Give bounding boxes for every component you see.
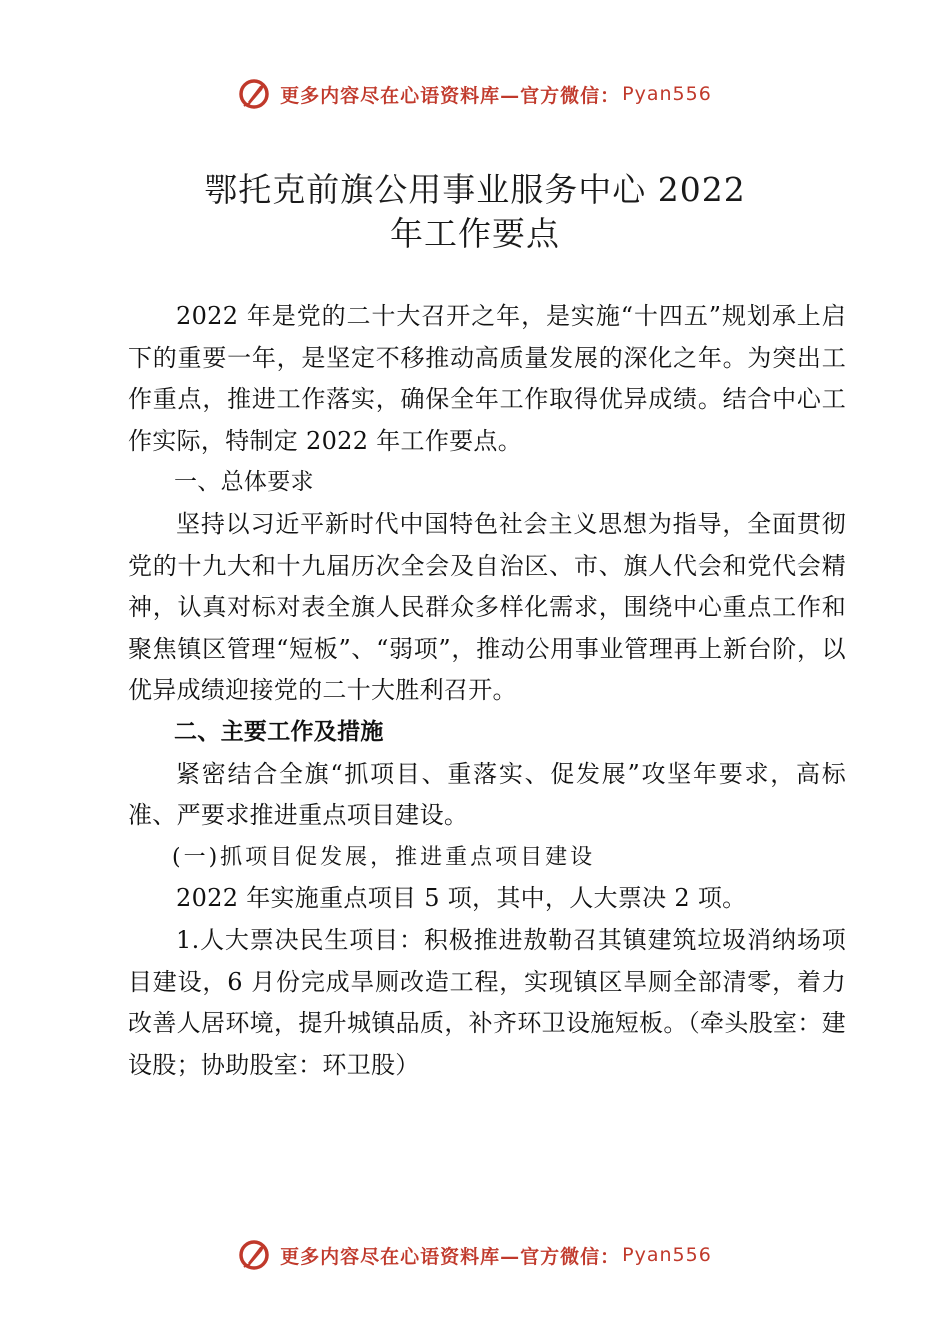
intro-paragraph: 2022 年是党的二十大召开之年，是实施“十四五”规划承上启下的重要一年，是坚定不移推动高质量发展的深化之年。为突出工作重点，推进工作落实，确保全年工作取得优异成绩。结合中心工作实际，特制定 2022 年工作要点。 xyxy=(128,302,846,455)
title-line-2: 年工作要点 xyxy=(390,214,560,253)
brush-logo-icon xyxy=(238,1237,274,1273)
watermark-footer xyxy=(0,1237,950,1273)
subsection-heading-projects: (一)抓项目促发展，推进重点项目建设 xyxy=(172,844,596,870)
document-body xyxy=(128,296,846,1086)
watermark-text: 更多内容尽在心语资料库—官方微信： xyxy=(280,84,621,107)
watermark-wechat-id: Pyan556 xyxy=(622,83,712,105)
watermark-header xyxy=(0,76,950,112)
general-requirements-paragraph: 坚持以习近平新时代中国特色社会主义思想为指导，全面贯彻党的十九大和十九届历次全会及自治区、市、旗人代会和党代会精神，认真对标对表全旗人民群众多样化需求，围绕中心重点工作和聚焦镇区管理“短板”、“弱项”，推动公用事业管理再上新台阶，以优异成绩迎接党的二十大胜利召开。 xyxy=(128,509,846,705)
title-line-1: 鄂托克前旗公用事业服务中心 2022 xyxy=(204,170,746,209)
watermark-wechat-id: Pyan556 xyxy=(622,1244,712,1266)
watermark-text: 更多内容尽在心语资料库—官方微信： xyxy=(280,1245,621,1268)
section-heading-main-work: 二、主要工作及措施 xyxy=(174,718,384,745)
section-heading-general: 一、总体要求 xyxy=(174,469,314,496)
brush-logo-icon xyxy=(238,76,274,112)
projects-count-paragraph: 2022 年实施重点项目 5 项，其中，人大票决 2 项。 xyxy=(176,884,747,913)
main-work-paragraph: 紧密结合全旗“抓项目、重落实、促发展”攻坚年要求，高标准、严要求推进重点项目建设。 xyxy=(128,759,846,830)
project-item-1: 1.人大票决民生项目：积极推进敖勒召其镇建筑垃圾消纳场项目建设，6 月份完成旱厕改造工程，实现镇区旱厕全部清零，着力改善人居环境，提升城镇品质，补齐环卫设施短板。（牵头股室：建设股；协助股室：环卫股） xyxy=(128,925,846,1079)
document-title xyxy=(130,168,820,256)
